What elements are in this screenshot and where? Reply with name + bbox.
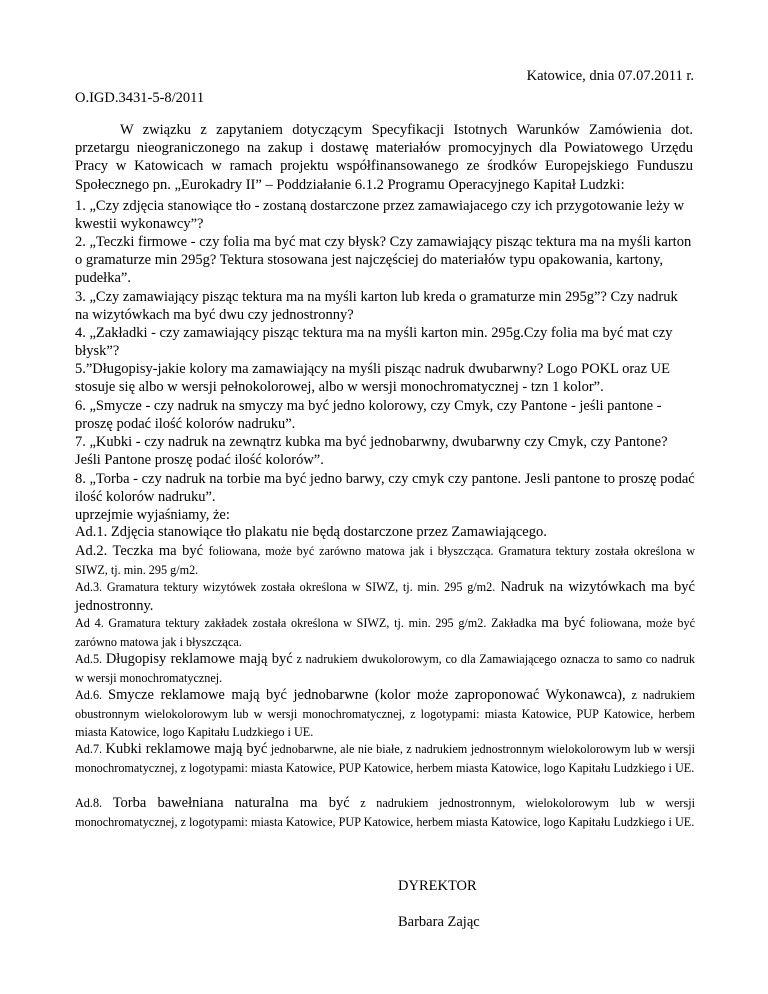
answer-7-lead: Kubki reklamowe mają być — [105, 741, 268, 757]
document-date: Katowice, dnia 07.07.2011 r. — [526, 68, 694, 84]
answer-1: Ad.1. Zdjęcia stanowiące tło plakatu nie będą dostarczone przez Zamawiającego. — [75, 524, 547, 540]
question-2: 2. „Teczki firmowe - czy folia ma być mat czy błysk? Czy zamawiający pisząc tektura ma na myśli karton o gramaturze min 295g? Tektura stosowana jest najczęściej do materiałów typu opakowania, kartony, pudełka”. — [75, 234, 692, 287]
answer-2-body: foliowana, może być zarówno matowa jak i błyszcząca. Gramatura tektury została określona w SIWZ, tj. min. 295 g/m2. — [75, 544, 695, 577]
answer-4 — [75, 614, 695, 651]
answers-lead: uprzejmie wyjaśniamy, że: — [75, 507, 230, 523]
answer-4-mid: ma być — [541, 615, 586, 631]
question-4: 4. „Zakładki - czy zamawiający pisząc tektura ma na myśli karton min. 295g.Czy folia ma być mat czy błysk”? — [75, 325, 673, 360]
answer-7 — [75, 740, 695, 777]
answer-4-tail: foliowana, może być zarówno matowa jak i błyszcząca. — [75, 616, 695, 649]
answer-2-lead: Ad.2. Teczka ma być — [75, 543, 209, 559]
answer-6-prefix: Ad.6. — [75, 688, 109, 702]
reference-number: O.IGD.3431-5-8/2011 — [75, 90, 205, 106]
signature-name: Barbara Zając — [398, 914, 480, 930]
answer-3-body: Ad.3. Gramatura tektury wizytówek została określona w SIWZ, tj. min. 295 g/m2. — [75, 580, 496, 594]
answer-5-body: z nadrukiem dwukolorowym, co dla Zamawiającego oznacza to samo co nadruk w wersji monochromatycznej. — [75, 652, 695, 685]
answer-7-prefix: Ad.7. — [75, 742, 106, 756]
answer-5-prefix: Ad.5. — [75, 652, 106, 666]
question-7: 7. „Kubki - czy nadruk na zewnątrz kubka ma być jednobarwny, dwubarwny czy Cmyk, czy Pantone? Jeśli Pantone proszę podać ilość kolorów”. — [75, 434, 668, 469]
question-5: 5.”Długopisy-jakie kolory ma zamawiający na myśli pisząc nadruk dwubarwny? Logo POKL oraz UE stosuje się albo w wersji pełnokolorowej, albo w wersji monochromatycznej - tzn 1 kolor”. — [75, 361, 670, 396]
answer-2 — [75, 542, 695, 579]
signature-title: DYREKTOR — [398, 878, 477, 894]
answer-8-prefix: Ad.8. — [75, 796, 113, 810]
question-6: 6. „Smycze - czy nadruk na smyczy ma być jedno kolorowy, czy Cmyk, czy Pantone - jeśli pantone - proszę podać ilość kolorów nadruku”. — [75, 398, 662, 433]
answer-7-body: jednobarwne, ale nie białe, z nadrukiem jednostronnym wielokolorowym lub w wersji monochromatycznej, z logotypami: miasta Katowice, PUP Katowice, herbem miasta Katowice, logo Kapitału Ludzkiego i UE. — [75, 742, 695, 775]
answer-6-body: z nadrukiem obustronnym wielokolorowym lub w wersji monochromatycznej, z logotypami: miasta Katowice, PUP Katowice, herbem miasta Katowice, logo Kapitału Ludzkiego i UE. — [75, 688, 696, 739]
question-3: 3. „Czy zamawiający pisząc tektura ma na myśli karton lub kreda o gramaturze min 295g”? Czy nadruk na wizytówkach ma być dwu czy jednostronny? — [75, 289, 678, 324]
answer-3 — [75, 578, 695, 615]
answer-3-tail: Nadruk na wizytówkach ma być jednostronny. — [75, 579, 695, 614]
intro-paragraph: W związku z zapytaniem dotyczącym Specyfikacji Istotnych Warunków Zamówienia dot. przetargu nieograniczonego na zakup i dostawę materiałów promocyjnych dla Powiatowego Urzędu Pracy w Katowicach w ramach projektu współfinansowanego ze środków Europejskiego Funduszu Społecznego pn. „Eurokadry II” – Poddziałanie 6.1.2 Programu Operacyjnego Kapitał Ludzki: — [75, 122, 693, 193]
answer-6-lead: Smycze reklamowe mają być jednobarwne (kolor może zaproponować Wykonawca), — [108, 687, 626, 703]
question-8: 8. „Torba - czy nadruk na torbie ma być jedno barwy, czy cmyk czy pantone. Jesli pantone to proszę podać ilość kolorów nadruku”. — [75, 471, 695, 506]
answer-8 — [75, 794, 695, 831]
answer-8-body: z nadrukiem jednostronnym, wielokolorowym lub w wersji monochromatycznej, z logotypami: miasta Katowice, PUP Katowice, herbem miasta Katowice, logo Kapitału Ludzkiego i UE. — [75, 796, 695, 829]
answer-8-lead: Torba bawełniana naturalna ma być — [112, 795, 350, 811]
answer-5-lead: Długopisy reklamowe mają być — [105, 651, 293, 667]
answer-6 — [75, 686, 695, 742]
answer-5 — [75, 650, 695, 687]
question-1: 1. „Czy zdjęcia stanowiące tło - zostaną dostarczone przez zamawiajacego czy ich przygotowanie leży w kwestii wykonawcy”? — [75, 198, 685, 233]
answer-4-body: Ad 4. Gramatura tektury zakładek została określona w SIWZ, tj. min. 295 g/m2. Zakładka — [75, 616, 542, 630]
